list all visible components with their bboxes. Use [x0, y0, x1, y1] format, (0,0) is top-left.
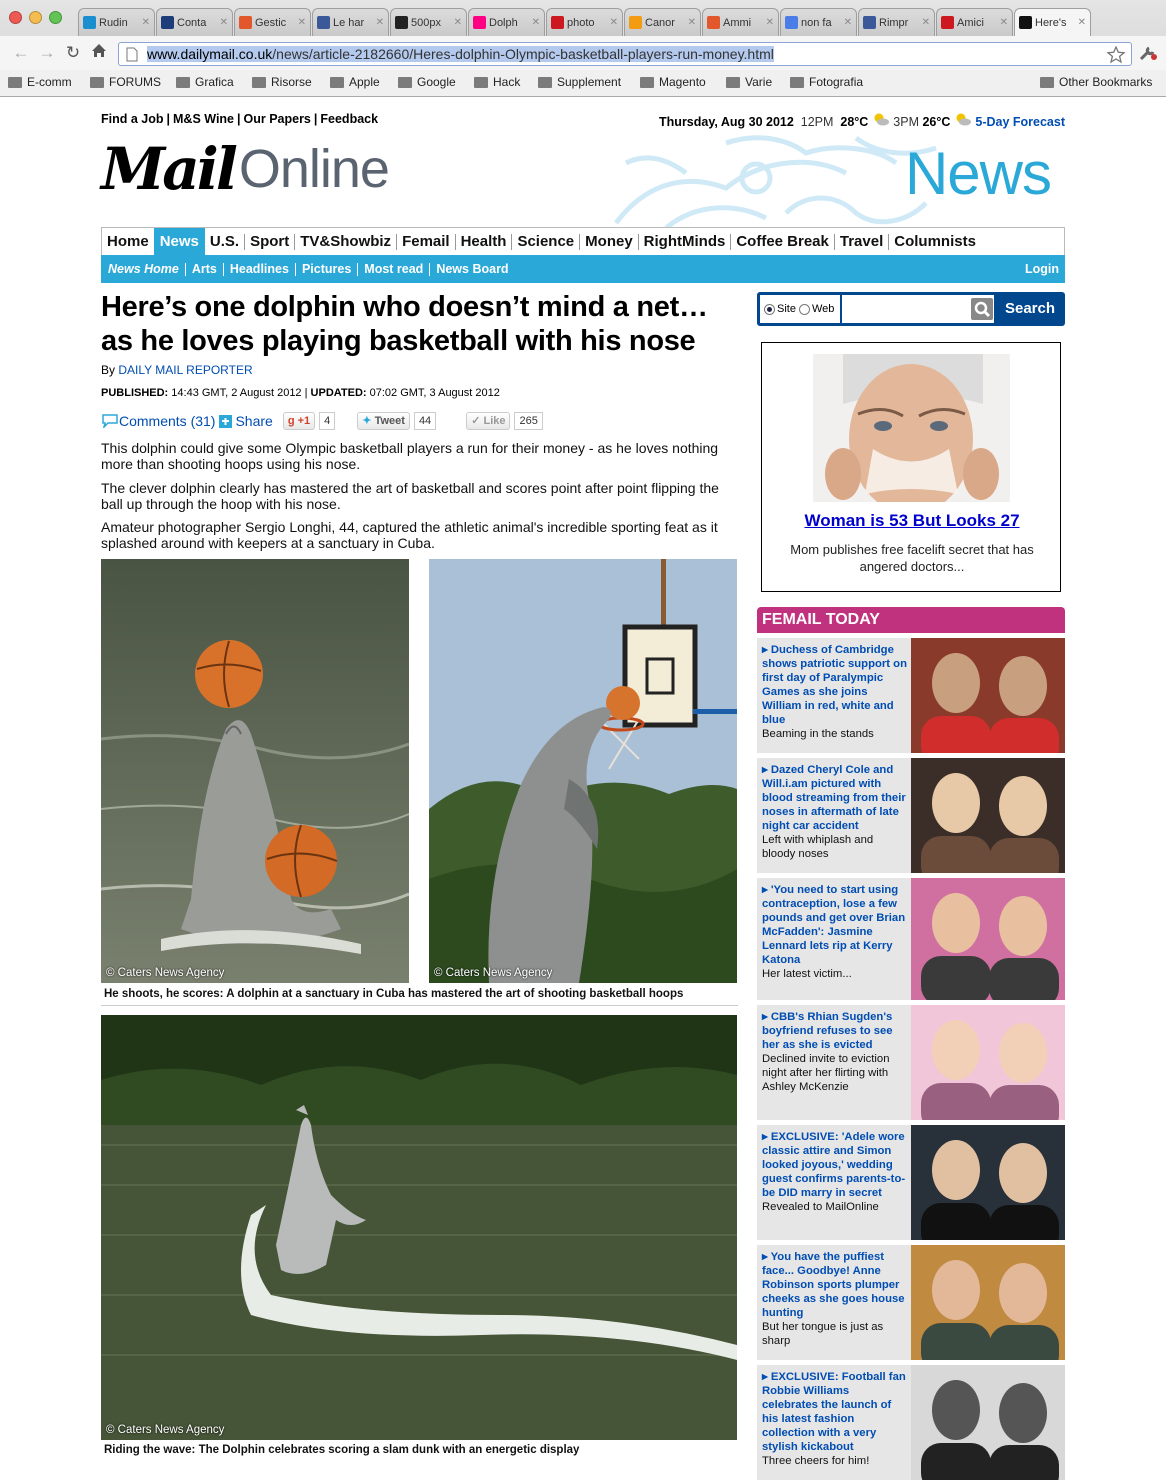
logo-online: Online	[238, 139, 389, 199]
site-label: Site	[777, 303, 796, 315]
browser-tab[interactable]	[702, 8, 779, 36]
publish-info: PUBLISHED: 14:43 GMT, 2 August 2012 | UPDATED: 07:02 GMT, 3 August 2012	[101, 387, 500, 399]
subnav-item[interactable]: Pictures	[296, 263, 358, 276]
bookmark-label: FORUMS	[109, 75, 161, 89]
femail-text	[762, 1370, 907, 1468]
folder-icon	[790, 77, 804, 88]
bookmark-folder[interactable]	[474, 75, 520, 89]
close-tab-icon[interactable]: ✕	[531, 17, 540, 28]
femail-subline: Three cheers for him!	[762, 1455, 870, 1467]
top-bar	[101, 112, 1065, 129]
sub-nav	[101, 255, 1065, 283]
time-2: 3PM	[893, 115, 919, 129]
photo-caption-1: He shoots, he scores: A dolphin at a sanctuary in Cuba has mastered the art of shooting basketball hoops	[104, 988, 684, 1000]
youtube-icon	[941, 16, 954, 29]
bookmark-label: Apple	[349, 75, 380, 89]
femail-headline: EXCLUSIVE: 'Adele wore classic attire and Simon looked joyous,' wedding guest confirms parents-to-be DID marry in secret	[762, 1131, 906, 1199]
bookmark-label: E-comm	[27, 75, 72, 89]
tab-title: Ammi	[723, 16, 752, 29]
photo-credit: © Caters News Agency	[106, 967, 225, 979]
browser-tab[interactable]	[936, 8, 1013, 36]
browser-tab[interactable]	[1014, 8, 1091, 36]
google-plus-button[interactable]: g +1	[283, 412, 315, 430]
site-radio[interactable]	[764, 304, 775, 315]
femail-text	[762, 1130, 907, 1214]
bookmarks-bar	[0, 70, 1166, 96]
bookmark-folder[interactable]	[90, 75, 161, 89]
bookmark-label: Google	[417, 75, 456, 89]
comments-link[interactable]: Comments (31)	[119, 413, 216, 429]
ad-title[interactable]: Woman is 53 But Looks 27	[804, 511, 1020, 530]
nav-item-sport[interactable]: Sport	[245, 234, 295, 250]
tab-bar	[0, 0, 1166, 36]
reload-button[interactable]: ↻	[65, 43, 81, 62]
bookmark-folder[interactable]	[176, 75, 234, 89]
twitter-bird-icon: ✦	[362, 415, 372, 427]
bookmark-folder[interactable]	[640, 75, 706, 89]
femail-headline-link[interactable]: ▸ Duchess of Cambridge shows patriotic support on first day of Paralympic Games as she joins William in red, white and blue	[762, 644, 907, 726]
bookmark-label: Fotografia	[809, 75, 864, 89]
tab-title: 500px	[411, 16, 441, 29]
current-date: Thursday, Aug 30 2012	[659, 115, 794, 129]
folder-icon	[1040, 77, 1054, 88]
browser-tab[interactable]	[468, 8, 545, 36]
wrench-icon[interactable]	[1138, 44, 1158, 62]
like-button[interactable]	[466, 412, 510, 430]
partly-sunny-icon	[954, 112, 972, 126]
ad-description: Mom publishes free facelift secret that has angered doctors...	[790, 542, 1034, 574]
browser-tab[interactable]	[234, 8, 311, 36]
photo-credit: © Caters News Agency	[434, 967, 553, 979]
tab-title: photo	[567, 16, 595, 29]
femail-thumbnail[interactable]	[911, 1125, 1065, 1240]
browser-tab[interactable]	[858, 8, 935, 36]
close-tab-icon[interactable]: ✕	[765, 17, 774, 28]
caption-divider	[101, 1005, 738, 1006]
folder-icon	[726, 77, 740, 88]
femail-text	[762, 643, 907, 741]
other-bookmarks-label: Other Bookmarks	[1059, 75, 1153, 89]
nav-item-rightminds[interactable]: RightMinds	[639, 234, 732, 250]
dolphin-balls-photo	[101, 559, 409, 983]
address-bar[interactable]	[118, 42, 1132, 66]
femail-subline: Left with whiplash and bloody noses	[762, 834, 874, 860]
tab-title: Conta	[177, 16, 207, 29]
google-icon	[785, 16, 798, 29]
tab-title: non fa	[801, 16, 832, 29]
femail-item[interactable]	[757, 758, 1065, 873]
tab-title: Canor	[645, 16, 675, 29]
close-tab-icon[interactable]: ✕	[687, 17, 696, 28]
nav-item-health[interactable]: Health	[456, 234, 513, 250]
thumbs-up-icon: ✓	[471, 415, 481, 427]
subnav-item[interactable]: News Board	[436, 261, 509, 276]
like-label: Like	[483, 415, 506, 427]
bookmark-folder[interactable]	[252, 75, 312, 89]
section-title: News	[904, 140, 1051, 207]
date-weather	[659, 112, 1065, 129]
published-date: 14:43 GMT, 2 August 2012	[171, 387, 302, 399]
femail-text	[762, 763, 907, 861]
bookmark-folder[interactable]	[790, 75, 863, 89]
compass-icon	[161, 16, 174, 29]
home-icon	[91, 43, 107, 58]
magento-icon	[239, 16, 252, 29]
bookmark-folder[interactable]	[398, 75, 456, 89]
nav-item-tv-showbiz[interactable]: TV&Showbiz	[295, 234, 397, 250]
femail-text	[762, 1010, 907, 1094]
femail-headline-link[interactable]: ▸ 'You need to start using contraception, lose a few pounds and get over Brian McFadden': Jasmine Lennard lets rip at Kerry Katona	[762, 884, 906, 966]
browser-tab[interactable]	[156, 8, 233, 36]
close-window-button[interactable]	[9, 11, 22, 24]
bookmark-star-icon[interactable]	[1107, 46, 1125, 63]
byline	[101, 363, 253, 377]
nav-item-columnists[interactable]: Columnists	[894, 232, 976, 250]
web-page	[101, 97, 1065, 1467]
browser-tab[interactable]	[390, 8, 467, 36]
article-paragraph-2: The clever dolphin clearly has mastered the art of basketball and scores point after point flipping the ball up through the hoop with his nose.	[101, 480, 719, 512]
folder-icon	[398, 77, 412, 88]
back-button[interactable]: ←	[12, 43, 30, 62]
search-icon[interactable]	[971, 298, 993, 320]
bookmark-label: Supplement	[557, 75, 622, 89]
url-path: /news/article-2182660/Heres-dolphin-Olympic-basketball-players-run-money.html	[272, 46, 774, 62]
browser-tab[interactable]	[312, 8, 389, 36]
subnav-item[interactable]: Headlines	[224, 263, 296, 276]
femail-today-header: FEMAIL TODAY	[757, 607, 1065, 633]
tab-title: Le har	[333, 16, 365, 29]
zoom-window-button[interactable]	[49, 11, 62, 24]
tweet-button[interactable]	[357, 412, 410, 430]
subnav-item[interactable]: Arts	[186, 263, 224, 276]
femail-thumbnail[interactable]	[911, 758, 1065, 873]
browser-tab[interactable]	[78, 8, 155, 36]
folder-icon	[8, 77, 22, 88]
femail-headline: EXCLUSIVE: Football fan Robbie Williams celebrates the launch of his latest fashion collection with a very stylish kickabout	[762, 1371, 906, 1453]
bookmark-label: Varie	[745, 75, 773, 89]
time-1: 12PM	[800, 115, 834, 129]
facebook-icon	[317, 16, 330, 29]
close-tab-icon[interactable]: ✕	[141, 17, 150, 28]
femail-headline-link[interactable]: ▸ Dazed Cheryl Cole and Will.i.am pictured with blood streaming from their noses in aftermath of late night car accident	[762, 764, 906, 832]
temperature-2: 26°C	[922, 115, 951, 129]
femail-subline: Revealed to MailOnline	[762, 1201, 879, 1213]
close-tab-icon[interactable]: ✕	[1077, 17, 1086, 28]
url-domain: www.dailymail.co.uk	[147, 46, 273, 62]
search-box	[757, 292, 1065, 326]
tab-title: Dolph	[489, 16, 518, 29]
login-link[interactable]: Login	[1024, 262, 1059, 276]
mailonline-logo[interactable]	[101, 135, 389, 203]
femail-thumbnail[interactable]	[911, 878, 1065, 1000]
article-headline: Here’s one dolphin who doesn’t mind a net… as he loves playing basketball with his nose	[101, 291, 708, 357]
tab-title: Here's	[1035, 16, 1067, 29]
femail-headline: 'You need to start using contraception, lose a few pounds and get over Brian McFadden': Jasmine Lennard lets rip at Kerry Katona	[762, 884, 906, 966]
updated-label: UPDATED:	[310, 387, 367, 399]
photo-credit: © Caters News Agency	[106, 1424, 225, 1436]
infinity-icon	[395, 16, 408, 29]
browser-chrome	[0, 0, 1166, 97]
close-tab-icon[interactable]: ✕	[999, 17, 1008, 28]
bookmark-label: Magento	[659, 75, 706, 89]
top-link[interactable]: Feedback	[320, 112, 379, 126]
nav-item-news[interactable]: News	[154, 228, 205, 256]
close-tab-icon[interactable]: ✕	[453, 17, 462, 28]
tab-title: Rimpr	[879, 16, 909, 29]
nav-item-travel[interactable]: Travel	[835, 234, 889, 250]
web-radio[interactable]	[799, 304, 810, 315]
femail-subline: Her latest victim...	[762, 968, 852, 980]
browser-tab[interactable]	[546, 8, 623, 36]
nav-item-money[interactable]: Money	[580, 234, 639, 250]
femail-item[interactable]	[757, 638, 1065, 753]
browser-tab[interactable]	[780, 8, 857, 36]
share-icon	[219, 415, 232, 428]
tweet-label: Tweet	[374, 415, 405, 427]
other-bookmarks[interactable]	[1040, 75, 1152, 89]
folder-icon	[90, 77, 104, 88]
bookmark-folder[interactable]	[8, 75, 72, 89]
tab-title: Rudin	[99, 16, 128, 29]
bookmark-folder[interactable]	[538, 75, 621, 89]
vimeo-icon	[83, 16, 96, 29]
magento-icon	[707, 16, 720, 29]
author-link[interactable]: DAILY MAIL REPORTER	[118, 363, 253, 377]
by-label: By	[101, 363, 116, 377]
dolphin-hoop-photo	[429, 559, 737, 983]
mailonline-icon	[1019, 16, 1032, 29]
bookmark-folder[interactable]	[726, 75, 772, 89]
close-tab-icon[interactable]: ✕	[219, 17, 228, 28]
folder-icon	[176, 77, 190, 88]
tab-title: Amici	[957, 16, 984, 29]
share-link[interactable]: Share	[235, 413, 273, 429]
bookmark-label: Risorse	[271, 75, 312, 89]
link-separator: |	[237, 112, 241, 126]
facebook-icon	[863, 16, 876, 29]
browser-tab[interactable]	[624, 8, 701, 36]
partly-sunny-icon	[872, 112, 890, 126]
femail-item[interactable]	[757, 1245, 1065, 1360]
youtube-icon	[551, 16, 564, 29]
femail-headline-link[interactable]: ▸ EXCLUSIVE: Football fan Robbie Williams celebrates the launch of his latest fashion collection with a very stylish kickabout	[762, 1371, 906, 1453]
folder-icon	[474, 77, 488, 88]
femail-subline: Beaming in the stands	[762, 728, 874, 740]
close-tab-icon[interactable]: ✕	[609, 17, 618, 28]
subnav-item[interactable]: Most read	[358, 263, 430, 276]
folder-icon	[252, 77, 266, 88]
minimize-window-button[interactable]	[29, 11, 42, 24]
nav-item-u-s[interactable]: U.S.	[205, 234, 245, 250]
subnav-item[interactable]: News Home	[108, 263, 186, 276]
bookmark-label: Hack	[493, 75, 521, 89]
top-link[interactable]: Find a Job	[101, 112, 164, 126]
top-link[interactable]: Our Papers	[243, 112, 311, 126]
logo-mail: Mail	[101, 135, 235, 203]
femail-headline: Dazed Cheryl Cole and Will.i.am pictured with blood streaming from their noses in aftermath of late night car accident	[762, 764, 906, 832]
forward-button[interactable]: →	[38, 43, 56, 62]
published-label: PUBLISHED:	[101, 387, 169, 399]
web-label: Web	[811, 303, 835, 315]
femail-headline: Duchess of Cambridge shows patriotic support on first day of Paralympic Games as she joins William in red, white and blue	[762, 644, 907, 726]
close-tab-icon[interactable]: ✕	[921, 17, 930, 28]
folder-icon	[640, 77, 654, 88]
femail-headline-link[interactable]: ▸ CBB's Rhian Sugden's boyfriend refuses to see her as she is evicted	[762, 1011, 893, 1051]
photo-caption-2: Riding the wave: The Dolphin celebrates scoring a slam dunk with an energetic display	[104, 1444, 580, 1456]
ad-face-image	[813, 354, 1010, 502]
dolphin-wave-photo	[101, 1015, 737, 1440]
folder-icon	[330, 77, 344, 88]
close-tab-icon[interactable]: ✕	[297, 17, 306, 28]
nav-item-science[interactable]: Science	[512, 234, 580, 250]
tab-title: Gestic	[255, 16, 287, 29]
link-separator: |	[313, 112, 318, 126]
tweet-count: 44	[414, 412, 436, 430]
nav-item-home[interactable]: Home	[107, 232, 149, 250]
updated-date: 07:02 GMT, 3 August 2012	[369, 387, 500, 399]
navigation-bar	[0, 36, 1166, 70]
link-separator: |	[166, 112, 170, 126]
femail-item[interactable]	[757, 1005, 1065, 1120]
femail-subline: Declined invite to eviction night after her flirting with Ashley McKenzie	[762, 1053, 890, 1093]
top-link[interactable]: M&S Wine	[173, 112, 234, 126]
close-tab-icon[interactable]: ✕	[843, 17, 852, 28]
home-button[interactable]	[88, 43, 110, 63]
bookmark-folder[interactable]	[330, 75, 380, 89]
femail-thumbnail[interactable]	[911, 638, 1065, 753]
nav-item-coffee-break[interactable]: Coffee Break	[731, 234, 835, 250]
femail-item[interactable]	[757, 1125, 1065, 1240]
nav-item-femail[interactable]: Femail	[397, 234, 456, 250]
femail-headline: You have the puffiest face... Goodbye! Anne Robinson sports plumper cheeks as she goes house hunting	[762, 1251, 905, 1319]
article-paragraph-3: Amateur photographer Sergio Longhi, 44, captured the athletic animal's incredible sporting feat as it splashed around with keepers at a sanctuary in Cuba.	[101, 519, 718, 551]
temperature-1: 28°C	[840, 115, 869, 129]
femail-text	[762, 1250, 907, 1348]
folder-icon	[538, 77, 552, 88]
social-bar	[101, 410, 741, 432]
femail-item[interactable]	[757, 878, 1065, 1000]
femail-headline-link[interactable]: ▸ You have the puffiest face... Goodbye! Anne Robinson sports plumper cheeks as she goes house hunting	[762, 1251, 905, 1319]
femail-thumbnail[interactable]	[911, 1005, 1065, 1120]
google-plus-count: 4	[319, 412, 335, 430]
like-count: 265	[514, 412, 542, 430]
advertisement[interactable]	[761, 342, 1061, 592]
article-paragraph-1: This dolphin could give some Olympic basketball players a run for their money - as he loves nothing more than shooting hoops using his nose.	[101, 440, 719, 472]
flickr-icon	[473, 16, 486, 29]
femail-headline-link[interactable]: ▸ EXCLUSIVE: 'Adele wore classic attire and Simon looked joyous,' wedding guest confirms parents-to-be DID marry in secret	[762, 1131, 906, 1199]
bookmark-label: Grafica	[195, 75, 234, 89]
search-button[interactable]: Search	[1004, 300, 1056, 317]
five-day-forecast-link[interactable]: 5-Day Forecast	[975, 115, 1065, 129]
femail-headline: CBB's Rhian Sugden's boyfriend refuses to see her as she is evicted	[762, 1011, 893, 1051]
femail-text	[762, 883, 907, 981]
amazon-icon	[629, 16, 642, 29]
femail-subline: But her tongue is just as sharp	[762, 1321, 884, 1347]
femail-thumbnail[interactable]	[911, 1245, 1065, 1360]
tab-strip	[78, 8, 1092, 36]
page-icon	[126, 47, 138, 62]
search-scope	[760, 295, 840, 323]
comment-bubble-icon	[101, 414, 119, 428]
close-tab-icon[interactable]: ✕	[375, 17, 384, 28]
google-plus-label: +1	[297, 415, 311, 427]
main-nav	[101, 227, 1065, 255]
